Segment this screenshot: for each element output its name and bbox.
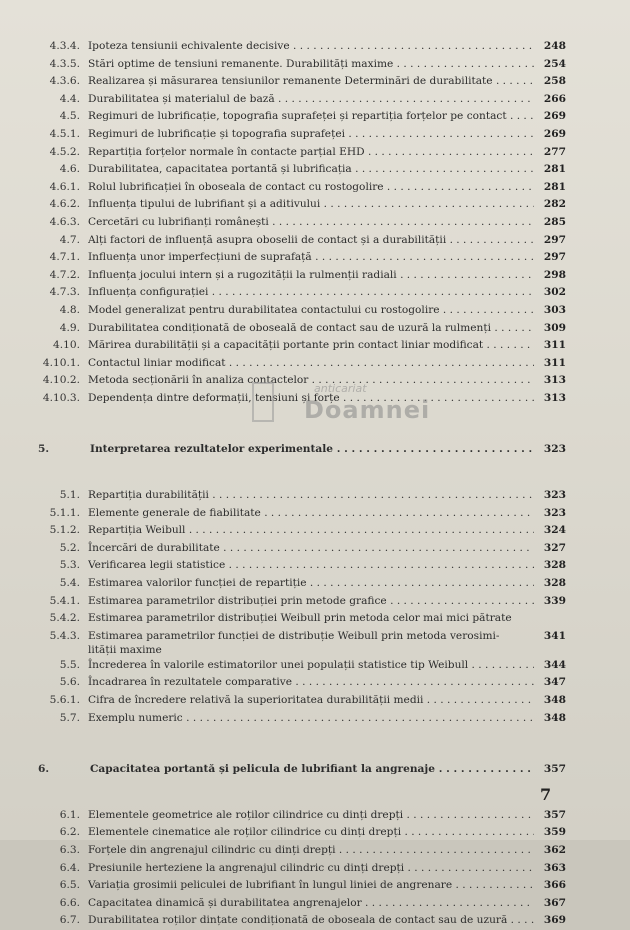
toc-entry	[36, 390, 566, 408]
entry-number: 4.7.	[59, 233, 80, 246]
entry-title: Alți factori de influență asupra oboselii de contact și a durabilității . . .	[88, 232, 534, 250]
toc-entry	[36, 912, 566, 930]
chapter-page: 323	[543, 443, 566, 456]
entry-title: Elemente generale de fiabilitate . . .	[88, 505, 534, 523]
entry-title: Estimarea valorilor funcției de repartiție . . .	[88, 575, 534, 593]
entry-title: Influența unor imperfecțiuni de suprafață . . .	[88, 249, 534, 267]
chapter-title: Capacitatea portantă și pelicula de lubrifiant la angrenaje . . .	[90, 761, 534, 779]
entry-title: Variația grosimii peliculei de lubrifiant în lungul liniei de angrenare . . .	[88, 877, 534, 895]
toc-entry	[36, 610, 566, 628]
toc-entry	[36, 842, 566, 860]
toc-entry	[36, 337, 566, 355]
toc-entry	[36, 302, 566, 320]
entry-page: 324	[543, 524, 566, 537]
entry-title: Cercetări cu lubrifianți românești . . .	[88, 214, 534, 232]
entry-number: 6.5.	[59, 879, 80, 892]
entry-title: Capacitatea dinamică și durabilitatea angrenajelor . . .	[88, 895, 534, 913]
toc-entry	[36, 487, 566, 505]
toc-entry	[36, 144, 566, 162]
toc-entry	[36, 807, 566, 825]
entry-number: 4.9.	[59, 321, 80, 334]
entry-page: 281	[543, 163, 566, 176]
entry-number: 5.4.	[59, 577, 80, 590]
entry-title: Influența jocului intern și a rugozității la rulmenții radiali . . .	[88, 267, 534, 285]
entry-title: Influența configurației . . .	[88, 284, 534, 302]
entry-title: Stări optime de tensiuni remanente. Durabilități maxime . . .	[88, 56, 534, 74]
chapter-page: 357	[543, 763, 566, 776]
toc-chapter-6	[36, 761, 566, 779]
chapter-number: 5.	[38, 443, 50, 456]
entry-page: 266	[543, 92, 566, 105]
entry-number: 5.6.	[59, 676, 80, 689]
toc-entry	[36, 38, 566, 56]
entry-page: 313	[543, 391, 566, 404]
entry-number: 5.3.	[59, 559, 80, 572]
entry-number: 4.5.2.	[49, 145, 80, 158]
entry-title: Realizarea și măsurarea tensiunilor remanente Determinări de durabilitate . . .	[88, 73, 534, 91]
entry-page: 362	[543, 843, 566, 856]
toc-entry	[36, 196, 566, 214]
entry-page: 313	[543, 374, 566, 387]
entry-number: 5.4.2.	[49, 612, 80, 625]
entry-number: 4.3.4.	[49, 40, 80, 52]
toc-entry	[36, 73, 566, 91]
toc-entry	[36, 824, 566, 842]
entry-page: 323	[543, 489, 566, 502]
toc-section-5	[36, 487, 566, 628]
toc-entry	[36, 557, 566, 575]
toc-entry	[36, 692, 566, 710]
entry-number: 4.3.6.	[49, 75, 80, 88]
entry-page: 363	[543, 861, 566, 874]
entry-page: 297	[543, 233, 566, 246]
entry-page: 309	[543, 321, 566, 334]
entry-number: 5.6.1.	[49, 694, 80, 706]
entry-number: 4.7.2.	[49, 268, 80, 281]
entry-title: Presiunile herteziene la angrenajul cilindric cu dinți drepți . . .	[88, 860, 534, 878]
entry-number: 6.2.	[59, 826, 80, 839]
entry-page: 311	[543, 356, 566, 369]
entry-title: Verificarea legii statistice . . .	[88, 557, 534, 575]
entry-number: 6.6.	[59, 896, 80, 909]
entry-title: Durabilitatea condiționată de oboseală de contact sau de uzură la rulmenți . . .	[88, 320, 534, 338]
toc-entry	[36, 540, 566, 558]
entry-number: 4.6.	[59, 163, 80, 176]
toc-entry	[36, 657, 566, 675]
entry-title: Dependența dintre deformații, tensiuni și forțe . . .	[88, 390, 534, 408]
entry-title: Durabilitatea și materialul de bază . . .	[88, 91, 534, 109]
entry-page: 277	[543, 145, 566, 158]
entry-title: Influența tipului de lubrifiant și a aditivului . . .	[88, 196, 534, 214]
entry-title: Regimuri de lubrificație și topografia suprafeței . . .	[88, 126, 534, 144]
entry-page: 357	[543, 808, 566, 821]
toc-entry	[36, 214, 566, 232]
toc-entry	[36, 267, 566, 285]
entry-title: Durabilitatea, capacitatea portantă și lubrificația . . .	[88, 161, 534, 179]
toc-section-5b	[36, 657, 566, 727]
toc-section-6	[36, 807, 566, 930]
entry-page: 258	[543, 75, 566, 88]
entry-title: Contactul liniar modificat . . .	[88, 355, 534, 373]
entry-number: 5.1.	[59, 489, 80, 502]
entry-title: Încadrarea în rezultatele comparative . . .	[88, 674, 534, 692]
toc-entry	[36, 522, 566, 540]
toc-entry	[36, 593, 566, 611]
page-number: 7	[540, 785, 552, 804]
entry-page: 298	[543, 268, 566, 281]
entry-title: Forțele din angrenajul cilindric cu dinți drepți . . .	[88, 842, 534, 860]
entry-number: 4.5.	[59, 110, 80, 123]
entry-number: 6.1.	[59, 808, 80, 821]
toc-entry	[36, 56, 566, 74]
entry-page: 328	[543, 577, 566, 590]
entry-number: 4.10.3.	[42, 391, 80, 404]
entry-page: 366	[543, 879, 566, 892]
entry-number: 4.6.2.	[49, 198, 80, 211]
watermark-logo: anticariat Doamnei	[252, 378, 402, 434]
toc-entry	[36, 91, 566, 109]
toc-entry	[36, 372, 566, 390]
entry-title: Rolul lubrificației în oboseala de contact cu rostogolire . . .	[88, 179, 534, 197]
entry-number: 4.7.1.	[49, 251, 80, 264]
entry-number: 4.5.1.	[49, 127, 80, 140]
entry-page: 311	[543, 339, 566, 352]
toc-entry	[36, 232, 566, 250]
entry-title: Regimuri de lubrificație, topografia suprafeței și repartiția forțelor pe contact . . .	[88, 108, 534, 126]
entry-number: 5.4.1.	[49, 594, 80, 607]
entry-title: Încercări de durabilitate . . .	[88, 540, 534, 558]
entry-title: Estimarea parametrilor distribuției Weibull prin metoda celor mai mici pătrate	[88, 612, 512, 625]
toc-section-4	[36, 38, 566, 407]
entry-title: Durabilitatea roților dințate condiționată de oboseala de contact sau de uzură . . .	[88, 912, 534, 930]
entry-number: 5.1.2.	[49, 524, 80, 537]
entry-page: 367	[543, 896, 566, 909]
entry-page: 369	[543, 914, 566, 927]
entry-title: Repartiția Weibull . . .	[88, 522, 534, 540]
chapter-number: 6.	[38, 763, 50, 776]
entry-title: Cifra de încredere relativă la superioritatea durabilității medii . . .	[88, 692, 534, 710]
entry-page: 359	[543, 826, 566, 839]
entry-page: 323	[543, 506, 566, 519]
toc-entry	[36, 355, 566, 373]
entry-page: 282	[543, 198, 566, 211]
entry-number: 4.10.1.	[42, 356, 80, 369]
entry-title: Încrederea în valorile estimatorilor unei populații statistice tip Weibull . . .	[88, 657, 534, 675]
entry-number: 5.2.	[59, 541, 80, 554]
entry-number: 4.8.	[59, 303, 80, 316]
toc-entry	[36, 284, 566, 302]
toc-entry	[36, 710, 566, 728]
entry-page: 248	[543, 40, 566, 52]
toc-entry	[36, 161, 566, 179]
toc-entry	[36, 674, 566, 692]
entry-page: 302	[543, 286, 566, 299]
entry-title: Estimarea parametrilor distribuției prin metode grafice . . .	[88, 593, 534, 611]
toc-chapter-5	[36, 441, 566, 459]
toc-entry	[36, 320, 566, 338]
entry-title: Exemplu numeric . . .	[88, 710, 534, 728]
entry-title: Repartiția forțelor normale în contacte parțial EHD . . .	[88, 144, 534, 162]
toc-entry	[36, 108, 566, 126]
entry-page: 297	[543, 251, 566, 264]
entry-page: 347	[543, 676, 566, 689]
entry-title: Repartiția durabilității . . .	[88, 487, 534, 505]
toc-entry	[36, 126, 566, 144]
entry-page: 254	[543, 57, 566, 70]
entry-page: 281	[543, 180, 566, 193]
entry-number: 6.7.	[59, 914, 80, 927]
entry-number: 4.7.3.	[49, 286, 80, 299]
entry-page: 344	[543, 658, 566, 671]
chapter-title: Interpretarea rezultatelor experimentale . . .	[90, 441, 534, 459]
entry-title: Mărirea durabilității și a capacității portante prin contact liniar modificat . . .	[88, 337, 534, 355]
entry-number: 4.10.2.	[42, 374, 80, 387]
entry-page: 269	[543, 110, 566, 123]
entry-number: 4.10.	[53, 339, 80, 352]
entry-page: 303	[543, 303, 566, 316]
entry-number: 6.4.	[59, 861, 80, 874]
entry-page: 285	[543, 215, 566, 228]
entry-number: 4.4.	[59, 92, 80, 105]
entry-page: 328	[543, 559, 566, 572]
entry-title: Ipoteza tensiunii echivalente decisive . . .	[88, 38, 534, 56]
table-of-contents	[36, 38, 566, 930]
entry-number: 4.3.5.	[49, 57, 80, 70]
entry-page: 269	[543, 127, 566, 140]
toc-entry	[36, 179, 566, 197]
toc-entry	[36, 249, 566, 267]
entry-title: Metoda secționării în analiza contactelor . . .	[88, 372, 534, 390]
toc-entry	[36, 895, 566, 913]
entry-number: 4.6.3.	[49, 215, 80, 228]
toc-entry-5-4-3: 5.4.3. Estimarea parametrilor funcției de distribuție Weibull prin metoda verosimi- lității maxime 341	[49, 629, 566, 656]
toc-entry	[36, 505, 566, 523]
entry-number: 5.7.	[59, 711, 80, 724]
entry-number: 6.3.	[59, 843, 80, 856]
entry-number: 4.6.1.	[49, 180, 80, 193]
entry-title: Model generalizat pentru durabilitatea contactului cu rostogolire . . .	[88, 302, 534, 320]
entry-page: 339	[543, 594, 566, 607]
entry-page: 348	[543, 694, 566, 706]
toc-entry	[36, 575, 566, 593]
entry-title: Elementele cinematice ale roților cilindrice cu dinți drepți . . .	[88, 824, 534, 842]
entry-number: 5.5.	[59, 658, 80, 671]
toc-entry	[36, 877, 566, 895]
entry-title: Elementele geometrice ale roților cilindrice cu dinți drepți . . .	[88, 807, 534, 825]
toc-entry	[36, 860, 566, 878]
entry-page: 348	[543, 711, 566, 724]
entry-number: 5.1.1.	[49, 506, 80, 519]
entry-page: 327	[543, 541, 566, 554]
